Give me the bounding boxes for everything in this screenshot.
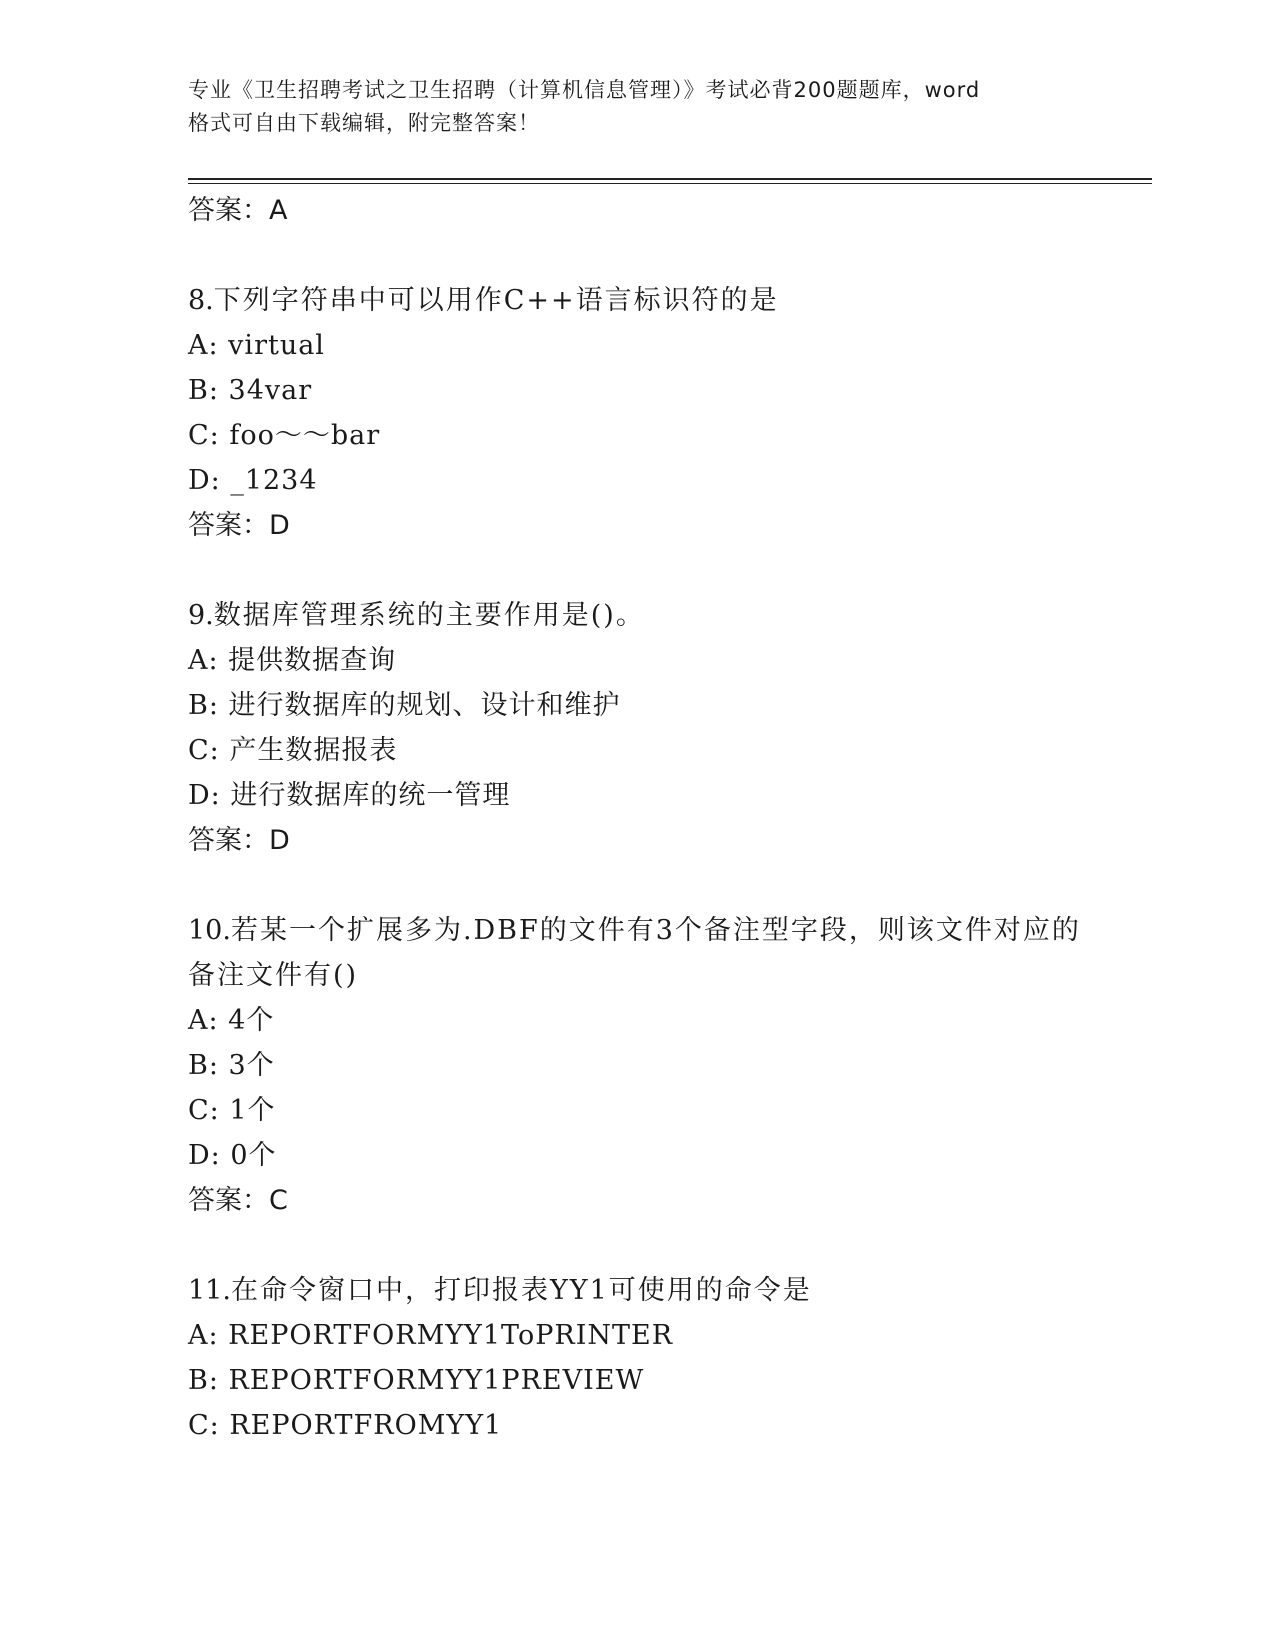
answer-line: 答案：D: [188, 510, 290, 541]
question-number: 11.: [188, 1275, 231, 1306]
option-a: A: REPORTFORMYY1ToPRINTER: [188, 1320, 674, 1351]
questions-body: [188, 188, 1088, 1448]
option-c: C: 产生数据报表: [188, 735, 398, 766]
option-c: C: 1个: [188, 1095, 276, 1126]
question-stem: [188, 1268, 1088, 1313]
option-b: B: REPORTFORMYY1PREVIEW: [188, 1365, 645, 1396]
question-10: [188, 908, 1088, 1224]
answer-line: 答案：D: [188, 825, 290, 856]
question-text: 在命令窗口中，打印报表YY1可使用的命令是: [230, 1275, 812, 1306]
option-a: A: 提供数据查询: [188, 645, 397, 676]
option-b: B: 34var: [188, 375, 313, 406]
option-b: B: 进行数据库的规划、设计和维护: [188, 690, 621, 721]
option-b: B: 3个: [188, 1050, 275, 1081]
question-text: 下列字符串中可以用作C++语言标识符的是: [213, 285, 779, 316]
option-c: C: foo～～bar: [188, 420, 381, 451]
document-header: [188, 74, 1088, 140]
header-divider-thin: [188, 183, 1152, 184]
question-9: [188, 593, 1088, 864]
option-d: D: 0个: [188, 1140, 277, 1171]
question-text: 若某一个扩展多为.DBF的文件有3个备注型字段，则该文件对应的: [230, 915, 1081, 946]
previous-question-answer: 答案：A: [188, 195, 288, 226]
option-c: C: REPORTFROMYY1: [188, 1410, 503, 1441]
question-text-continued: 备注文件有(): [188, 960, 359, 991]
question-stem: [188, 908, 1088, 953]
question-stem: [188, 593, 1088, 638]
header-divider-thick: [188, 178, 1152, 180]
question-number: 10.: [188, 915, 231, 946]
question-stem: [188, 278, 1088, 323]
option-d: D: _1234: [188, 465, 318, 496]
question-number: 8.: [188, 285, 214, 316]
question-11: [188, 1268, 1088, 1448]
option-d: D: 进行数据库的统一管理: [188, 780, 511, 811]
option-a: A: 4个: [188, 1005, 275, 1036]
question-text: 数据库管理系统的主要作用是()。: [213, 600, 645, 631]
answer-line: 答案：C: [188, 1185, 288, 1216]
question-number: 9.: [188, 600, 214, 631]
option-a: A: virtual: [188, 330, 325, 361]
question-8: [188, 278, 1088, 549]
header-title-line-1: 专业《卫生招聘考试之卫生招聘（计算机信息管理）》考试必背200题题库，word: [188, 78, 981, 102]
header-title-line-2: 格式可自由下载编辑，附完整答案！: [188, 111, 540, 135]
